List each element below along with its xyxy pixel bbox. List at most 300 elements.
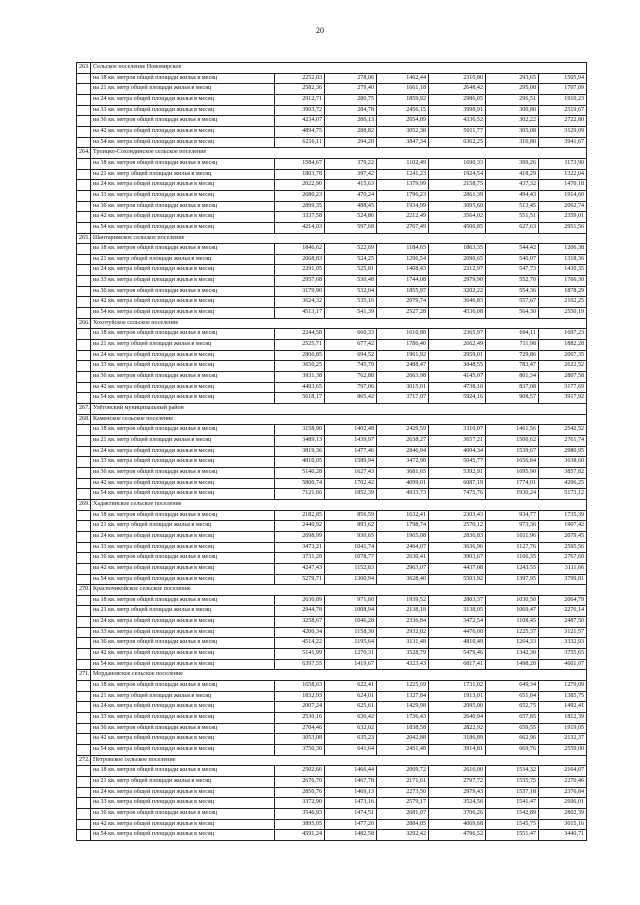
value-cell: 2932,82	[377, 627, 429, 638]
value-cell: 1803,78	[275, 169, 325, 180]
value-cell: 2069,72	[377, 766, 429, 777]
value-cell: 660,33	[325, 329, 377, 340]
value-cell: 1924,54	[429, 169, 486, 180]
value-cell: 1225,37	[486, 627, 539, 638]
value-cell: 1610,88	[377, 329, 429, 340]
tariff-table-body	[77, 63, 587, 841]
row-label: на 18 кв. метров общей площади жилья в месяц	[91, 595, 275, 606]
value-cell: 711,98	[486, 340, 539, 351]
row-number-cell	[77, 606, 91, 617]
value-cell: 2803,37	[429, 595, 486, 606]
value-cell: 6087,19	[429, 478, 486, 489]
value-cell: 557,67	[486, 297, 539, 308]
value-cell: 2944,78	[275, 606, 325, 617]
row-number-cell	[77, 702, 91, 713]
row-number-cell	[77, 126, 91, 137]
section-title: Хадактинское сельское поселение	[91, 499, 587, 510]
value-cell: 1534,32	[486, 766, 539, 777]
value-cell: 3941,67	[539, 137, 587, 148]
table-row	[77, 446, 587, 457]
value-cell: 1482,58	[325, 830, 377, 841]
value-cell: 1206,38	[539, 244, 587, 255]
value-cell: 2582,36	[275, 84, 325, 95]
row-label: на 18 кв. метров общей площади жилья в месяц	[91, 73, 275, 84]
row-label: на 33 кв. метра общей площади жилья в месяц	[91, 798, 275, 809]
value-cell: 1225,69	[377, 681, 429, 692]
value-cell: 908,57	[486, 393, 539, 404]
value-cell: 669,76	[486, 745, 539, 756]
value-cell: 3755,65	[539, 649, 587, 660]
value-cell: 3706,26	[429, 808, 486, 819]
row-number-cell	[77, 94, 91, 105]
table-row	[77, 617, 587, 628]
row-number-cell	[77, 553, 91, 564]
row-label: на 33 кв. метра общей площади жилья в месяц	[91, 542, 275, 553]
value-cell: 1108,45	[486, 617, 539, 628]
section-row	[77, 414, 587, 425]
row-label: на 36 кв. метров общей площади жилья в месяц	[91, 553, 275, 564]
value-cell: 1184,65	[377, 244, 429, 255]
value-cell: 1882,28	[539, 340, 587, 351]
value-cell: 1632,41	[377, 510, 429, 521]
value-cell: 379,22	[325, 158, 377, 169]
value-cell: 2064,79	[539, 595, 587, 606]
table-row	[77, 94, 587, 105]
value-cell: 3717,07	[377, 393, 429, 404]
value-cell: 1541,47	[486, 798, 539, 809]
table-row	[77, 563, 587, 574]
row-number-cell	[77, 467, 91, 478]
value-cell: 5618,17	[275, 393, 325, 404]
table-row	[77, 350, 587, 361]
value-cell: 2761,74	[539, 435, 587, 446]
value-cell: 971,60	[325, 595, 377, 606]
row-number-cell	[77, 265, 91, 276]
table-row	[77, 713, 587, 724]
section-row	[77, 318, 587, 329]
value-cell: 1166,35	[486, 553, 539, 564]
section-row	[77, 233, 587, 244]
section-title: Улётовский муниципальный район	[91, 404, 587, 415]
value-cell: 1127,76	[486, 542, 539, 553]
value-cell: 1241,23	[377, 169, 429, 180]
value-cell: 2488,47	[377, 361, 429, 372]
row-number-cell	[77, 819, 91, 830]
value-cell: 3931,38	[275, 372, 325, 383]
value-cell: 1469,13	[325, 787, 377, 798]
value-cell: 1322,04	[539, 169, 587, 180]
row-label: на 21 кв. метр общей площади жилья в месяц	[91, 254, 275, 265]
row-number-cell	[77, 563, 91, 574]
row-label: на 18 кв. метров общей площади жилья в месяц	[91, 158, 275, 169]
value-cell: 624,01	[325, 691, 377, 702]
value-cell: 3489,13	[275, 435, 325, 446]
row-number-cell	[77, 350, 91, 361]
row-number-cell	[77, 84, 91, 95]
value-cell: 415,63	[325, 180, 377, 191]
value-cell: 2079,45	[539, 531, 587, 542]
table-row	[77, 766, 587, 777]
value-cell: 2171,61	[377, 776, 429, 787]
row-number-cell	[77, 190, 91, 201]
table-row	[77, 73, 587, 84]
value-cell: 1914,60	[539, 190, 587, 201]
row-label: на 36 кв. метров общей площади жилья в месяц	[91, 808, 275, 819]
row-label: на 42 кв. метра общей площади жилья в месяц	[91, 212, 275, 223]
value-cell: 2138,18	[377, 606, 429, 617]
value-cell: 3636,96	[429, 542, 486, 553]
row-number-cell	[77, 329, 91, 340]
value-cell: 3472,54	[429, 617, 486, 628]
row-label: на 54 кв. метра общей площади жилья в месяц	[91, 574, 275, 585]
row-number-cell	[77, 659, 91, 670]
table-row	[77, 649, 587, 660]
table-row	[77, 435, 587, 446]
value-cell: 5173,12	[539, 489, 587, 500]
value-cell: 300,80	[486, 105, 539, 116]
value-cell: 635,23	[325, 734, 377, 745]
value-cell: 418,29	[486, 169, 539, 180]
row-number-cell	[77, 201, 91, 212]
value-cell: 5045,77	[429, 457, 486, 468]
value-cell: 1030,50	[486, 595, 539, 606]
value-cell: 4513,17	[275, 308, 325, 319]
table-row	[77, 297, 587, 308]
value-cell: 532,04	[325, 286, 377, 297]
value-cell: 2273,50	[377, 787, 429, 798]
value-cell: 2767,60	[539, 553, 587, 564]
row-label: на 54 кв. метра общей площади жилья в месяц	[91, 308, 275, 319]
row-number-cell	[77, 393, 91, 404]
value-cell: 801,34	[486, 372, 539, 383]
value-cell: 525,81	[325, 265, 377, 276]
table-row	[77, 425, 587, 436]
row-number-cell	[77, 798, 91, 809]
value-cell: 3310,07	[429, 425, 486, 436]
value-cell: 1492,41	[539, 702, 587, 713]
value-cell: 2042,88	[377, 734, 429, 745]
value-cell: 2530,16	[275, 713, 325, 724]
section-number: 264.	[77, 148, 91, 159]
value-cell: 4493,65	[275, 382, 325, 393]
row-number-cell	[77, 691, 91, 702]
row-number-cell	[77, 531, 91, 542]
value-cell: 783,47	[486, 361, 539, 372]
section-title: Каменское сельское поселение	[91, 414, 587, 425]
value-cell: 2132,37	[539, 734, 587, 745]
value-cell: 1695,90	[486, 467, 539, 478]
table-row	[77, 691, 587, 702]
row-label: на 42 кв. метра общей площади жилья в месяц	[91, 382, 275, 393]
value-cell: 3372,90	[275, 798, 325, 809]
value-cell: 564,30	[486, 308, 539, 319]
row-label: на 24 кв. метра общей площади жилья в месяц	[91, 350, 275, 361]
value-cell: 2680,23	[275, 190, 325, 201]
value-cell: 2079,74	[377, 297, 429, 308]
value-cell: 1439,97	[325, 435, 377, 446]
value-cell: 3546,93	[275, 808, 325, 819]
page-number: 20	[316, 26, 324, 35]
row-number-cell	[77, 361, 91, 372]
table-row	[77, 372, 587, 383]
value-cell: 627,63	[486, 222, 539, 233]
value-cell: 2527,28	[377, 308, 429, 319]
value-cell: 552,70	[486, 276, 539, 287]
value-cell: 3095,60	[429, 201, 486, 212]
row-label: на 54 кв. метра общей площади жилья в месяц	[91, 745, 275, 756]
row-label: на 42 кв. метра общей площади жилья в месяц	[91, 649, 275, 660]
row-label: на 42 кв. метра общей площади жилья в месяц	[91, 819, 275, 830]
value-cell: 3628,40	[377, 574, 429, 585]
table-row	[77, 489, 587, 500]
row-label: на 36 кв. метров общей площади жилья в месяц	[91, 372, 275, 383]
value-cell: 630,42	[325, 713, 377, 724]
value-cell: 2365,97	[429, 329, 486, 340]
value-cell: 7475,76	[429, 489, 486, 500]
row-number-cell	[77, 649, 91, 660]
value-cell: 5800,74	[275, 478, 325, 489]
value-cell: 1535,75	[486, 776, 539, 787]
value-cell: 5479,46	[429, 649, 486, 660]
row-label: на 42 кв. метра общей площади жилья в месяц	[91, 734, 275, 745]
row-label: на 33 кв. метра общей площади жилья в месяц	[91, 713, 275, 724]
value-cell: 4738,10	[429, 382, 486, 393]
value-cell: 1500,62	[486, 435, 539, 446]
value-cell: 934,77	[486, 510, 539, 521]
row-number-cell	[77, 723, 91, 734]
row-label: на 24 кв. метра общей площади жилья в месяц	[91, 617, 275, 628]
row-label: на 36 кв. метров общей площади жилья в месяц	[91, 723, 275, 734]
row-number-cell	[77, 382, 91, 393]
row-label: на 21 кв. метр общей площади жилья в месяц	[91, 521, 275, 532]
value-cell: 1466,44	[325, 766, 377, 777]
value-cell: 2797,72	[429, 776, 486, 787]
value-cell: 1863,35	[429, 244, 486, 255]
row-number-cell	[77, 340, 91, 351]
value-cell: 1702,42	[325, 478, 377, 489]
value-cell: 4894,75	[275, 126, 325, 137]
value-cell: 3914,81	[429, 745, 486, 756]
value-cell: 1707,09	[539, 84, 587, 95]
row-number-cell	[77, 297, 91, 308]
value-cell: 622,41	[325, 681, 377, 692]
value-cell: 641,64	[325, 745, 377, 756]
value-cell: 2722,80	[539, 116, 587, 127]
value-cell: 1545,75	[486, 819, 539, 830]
value-cell: 2979,90	[429, 276, 486, 287]
value-cell: 3440,71	[539, 830, 587, 841]
row-label: на 54 кв. метра общей площади жилья в месяц	[91, 137, 275, 148]
table-row	[77, 222, 587, 233]
value-cell: 2616,00	[429, 766, 486, 777]
value-cell: 930,65	[325, 531, 377, 542]
row-label: на 54 кв. метра общей площади жилья в месяц	[91, 489, 275, 500]
value-cell: 3186,89	[429, 734, 486, 745]
row-number-cell	[77, 808, 91, 819]
value-cell: 1461,56	[486, 425, 539, 436]
value-cell: 1462,44	[377, 73, 429, 84]
row-label: на 18 кв. метров общей площади жилья в месяц	[91, 681, 275, 692]
value-cell: 296,51	[486, 94, 539, 105]
value-cell: 288,82	[325, 126, 377, 137]
value-cell: 2595,56	[539, 542, 587, 553]
value-cell: 2807,58	[539, 372, 587, 383]
row-label: на 24 кв. метра общей площади жилья в месяц	[91, 702, 275, 713]
value-cell: 2640,94	[429, 713, 486, 724]
value-cell: 2550,19	[539, 308, 587, 319]
value-cell: 1939,52	[377, 595, 429, 606]
row-label: на 24 кв. метра общей площади жилья в месяц	[91, 446, 275, 457]
value-cell: 1477,46	[325, 446, 377, 457]
row-label: на 33 кв. метра общей площади жилья в месяц	[91, 190, 275, 201]
value-cell: 2767,49	[377, 222, 429, 233]
row-label: на 24 кв. метра общей площади жилья в месяц	[91, 787, 275, 798]
table-row	[77, 393, 587, 404]
value-cell: 1812,39	[539, 713, 587, 724]
value-cell: 3750,30	[275, 745, 325, 756]
table-row	[77, 467, 587, 478]
table-row	[77, 542, 587, 553]
table-row	[77, 787, 587, 798]
row-number-cell	[77, 286, 91, 297]
value-cell: 625,61	[325, 702, 377, 713]
value-cell: 659,55	[486, 723, 539, 734]
value-cell: 1658,63	[275, 681, 325, 692]
value-cell: 4591,24	[275, 830, 325, 841]
value-cell: 4296,25	[539, 478, 587, 489]
row-label: на 33 кв. метра общей площади жилья в месяц	[91, 627, 275, 638]
value-cell: 2429,59	[377, 425, 429, 436]
value-cell: 694,11	[486, 329, 539, 340]
table-row	[77, 808, 587, 819]
row-number-cell	[77, 222, 91, 233]
row-number-cell	[77, 595, 91, 606]
value-cell: 2022,90	[275, 180, 325, 191]
value-cell: 1505,94	[539, 73, 587, 84]
value-cell: 856,59	[325, 510, 377, 521]
value-cell: 6216,11	[275, 137, 325, 148]
value-cell: 286,13	[325, 116, 377, 127]
row-label: на 42 кв. метра общей площади жилья в месяц	[91, 563, 275, 574]
value-cell: 2095,00	[429, 702, 486, 713]
value-cell: 3202,22	[429, 286, 486, 297]
value-cell: 4933,73	[377, 489, 429, 500]
value-cell: 1786,40	[377, 340, 429, 351]
row-label: на 24 кв. метра общей площади жилья в месяц	[91, 94, 275, 105]
table-row	[77, 830, 587, 841]
value-cell: 3998,91	[429, 105, 486, 116]
row-label: на 18 кв. метров общей площади жилья в месяц	[91, 244, 275, 255]
row-label: на 18 кв. метров общей площади жилья в месяц	[91, 766, 275, 777]
value-cell: 1195,64	[325, 638, 377, 649]
value-cell: 2850,76	[275, 787, 325, 798]
value-cell: 513,45	[486, 201, 539, 212]
section-number: 270.	[77, 585, 91, 596]
value-cell: 530,48	[325, 276, 377, 287]
section-title: Хохотуйское сельское поселение	[91, 318, 587, 329]
value-cell: 551,51	[486, 212, 539, 223]
value-cell: 2638,27	[377, 435, 429, 446]
table-row	[77, 574, 587, 585]
row-label: на 36 кв. метров общей площади жилья в месяц	[91, 286, 275, 297]
value-cell: 837,08	[486, 382, 539, 393]
section-title: Мордановское сельское поселение	[91, 670, 587, 681]
row-number-cell	[77, 244, 91, 255]
value-cell: 1798,74	[377, 521, 429, 532]
value-cell: 2559,00	[539, 745, 587, 756]
value-cell: 3731,28	[275, 553, 325, 564]
value-cell: 2182,85	[275, 510, 325, 521]
table-row	[77, 137, 587, 148]
row-label: на 21 кв. метр общей площади жилья в месяц	[91, 340, 275, 351]
value-cell: 2806,85	[275, 350, 325, 361]
table-row	[77, 819, 587, 830]
section-row	[77, 63, 587, 74]
table-row	[77, 776, 587, 787]
value-cell: 2846,94	[377, 446, 429, 457]
value-cell: 3681,65	[377, 467, 429, 478]
value-cell: 5392,91	[429, 467, 486, 478]
value-cell: 2698,99	[275, 531, 325, 542]
table-row	[77, 745, 587, 756]
value-cell: 4796,52	[429, 830, 486, 841]
row-number-cell	[77, 681, 91, 692]
value-cell: 1766,30	[539, 276, 587, 287]
value-cell: 3473,21	[275, 542, 325, 553]
value-cell: 1300,94	[325, 574, 377, 585]
table-row	[77, 84, 587, 95]
value-cell: 3121,57	[539, 627, 587, 638]
value-cell: 3624,32	[275, 297, 325, 308]
table-row	[77, 702, 587, 713]
value-cell: 1537,18	[486, 787, 539, 798]
row-number-cell	[77, 574, 91, 585]
row-label: на 24 кв. метра общей площади жилья в месяц	[91, 531, 275, 542]
value-cell: 1327,84	[377, 691, 429, 702]
value-cell: 2980,95	[539, 446, 587, 457]
row-label: на 21 кв. метр общей площади жилья в месяц	[91, 84, 275, 95]
value-cell: 1961,92	[377, 350, 429, 361]
table-row	[77, 340, 587, 351]
value-cell: 1408,43	[377, 265, 429, 276]
value-cell: 2861,39	[429, 190, 486, 201]
row-label: на 24 кв. метра общей площади жилья в месяц	[91, 265, 275, 276]
table-row	[77, 627, 587, 638]
value-cell: 2212,49	[377, 212, 429, 223]
row-number-cell	[77, 105, 91, 116]
table-row	[77, 276, 587, 287]
value-cell: 2244,58	[275, 329, 325, 340]
value-cell: 4476,00	[429, 627, 486, 638]
value-cell: 2579,17	[377, 798, 429, 809]
row-label: на 54 кв. метра общей площади жилья в месяц	[91, 659, 275, 670]
value-cell: 3857,82	[539, 467, 587, 478]
row-label: на 33 кв. метра общей площади жилья в месяц	[91, 457, 275, 468]
table-row	[77, 180, 587, 191]
value-cell: 1419,67	[325, 659, 377, 670]
row-number-cell	[77, 116, 91, 127]
value-cell: 649,34	[486, 681, 539, 692]
value-cell: 4601,07	[539, 659, 587, 670]
section-title: Шантаримское сельское поселение	[91, 233, 587, 244]
section-row	[77, 585, 587, 596]
value-cell: 3129,09	[539, 126, 587, 137]
table-row	[77, 510, 587, 521]
row-label: на 54 кв. метра общей площади жилья в месяц	[91, 393, 275, 404]
table-row	[77, 681, 587, 692]
value-cell: 3638,60	[539, 457, 587, 468]
value-cell: 437,32	[486, 180, 539, 191]
